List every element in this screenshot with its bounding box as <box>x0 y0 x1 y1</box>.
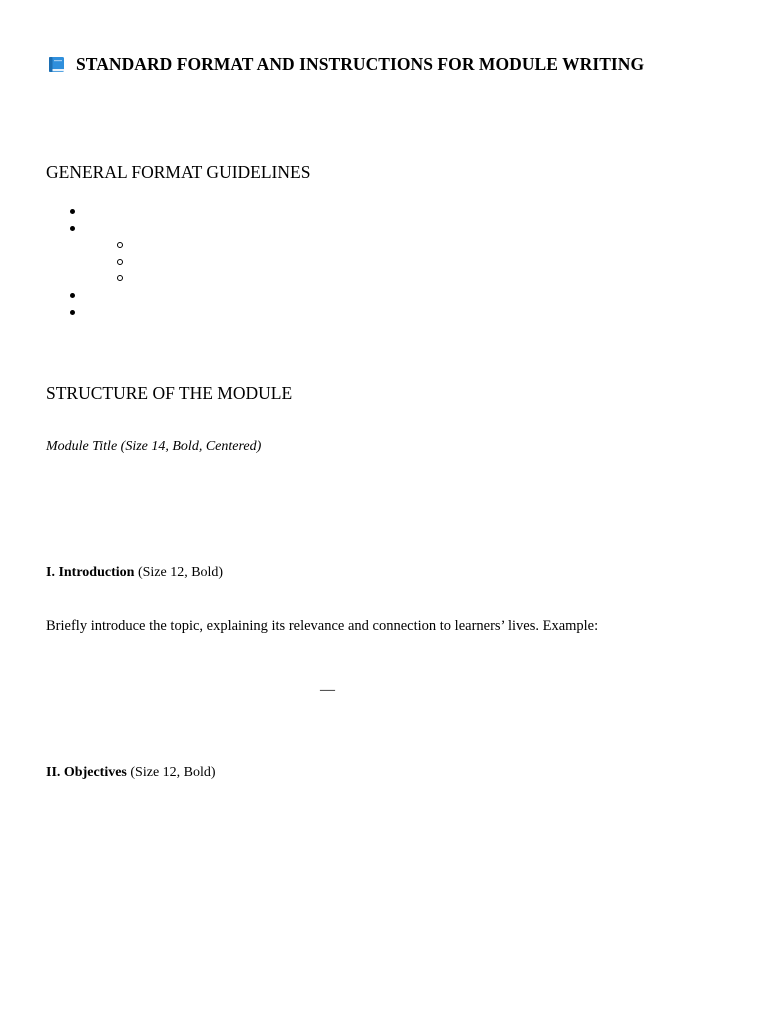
sub-bullet-point <box>117 259 123 265</box>
section-heading-general-format: GENERAL FORMAT GUIDELINES <box>46 162 311 182</box>
objectives-heading <box>46 765 216 781</box>
bullet-point <box>70 310 75 315</box>
bullet-point <box>70 293 75 298</box>
bullet-point <box>70 209 75 214</box>
objectives-note: (Size 12, Bold) <box>126 765 216 780</box>
objectives-label: II. Objectives <box>46 765 127 780</box>
module-title-note: Module Title (Size 14, Bold, Centered) <box>46 439 262 454</box>
em-dash-separator: — <box>320 682 335 698</box>
introduction-body: Briefly introduce the topic, explaining its relevance and connection to learners’ lives. Example: <box>46 618 599 634</box>
document-title-row <box>48 54 644 75</box>
blue-book-icon <box>48 56 65 73</box>
sub-bullet-point <box>117 275 123 281</box>
introduction-heading <box>46 565 223 581</box>
introduction-label: I. Introduction <box>46 565 135 580</box>
bullet-point <box>70 226 75 231</box>
section-heading-structure: STRUCTURE OF THE MODULE <box>46 383 293 403</box>
document-title: STANDARD FORMAT AND INSTRUCTIONS FOR MODULE WRITING <box>76 54 645 74</box>
sub-bullet-point <box>117 242 123 248</box>
introduction-note: (Size 12, Bold) <box>134 565 224 580</box>
